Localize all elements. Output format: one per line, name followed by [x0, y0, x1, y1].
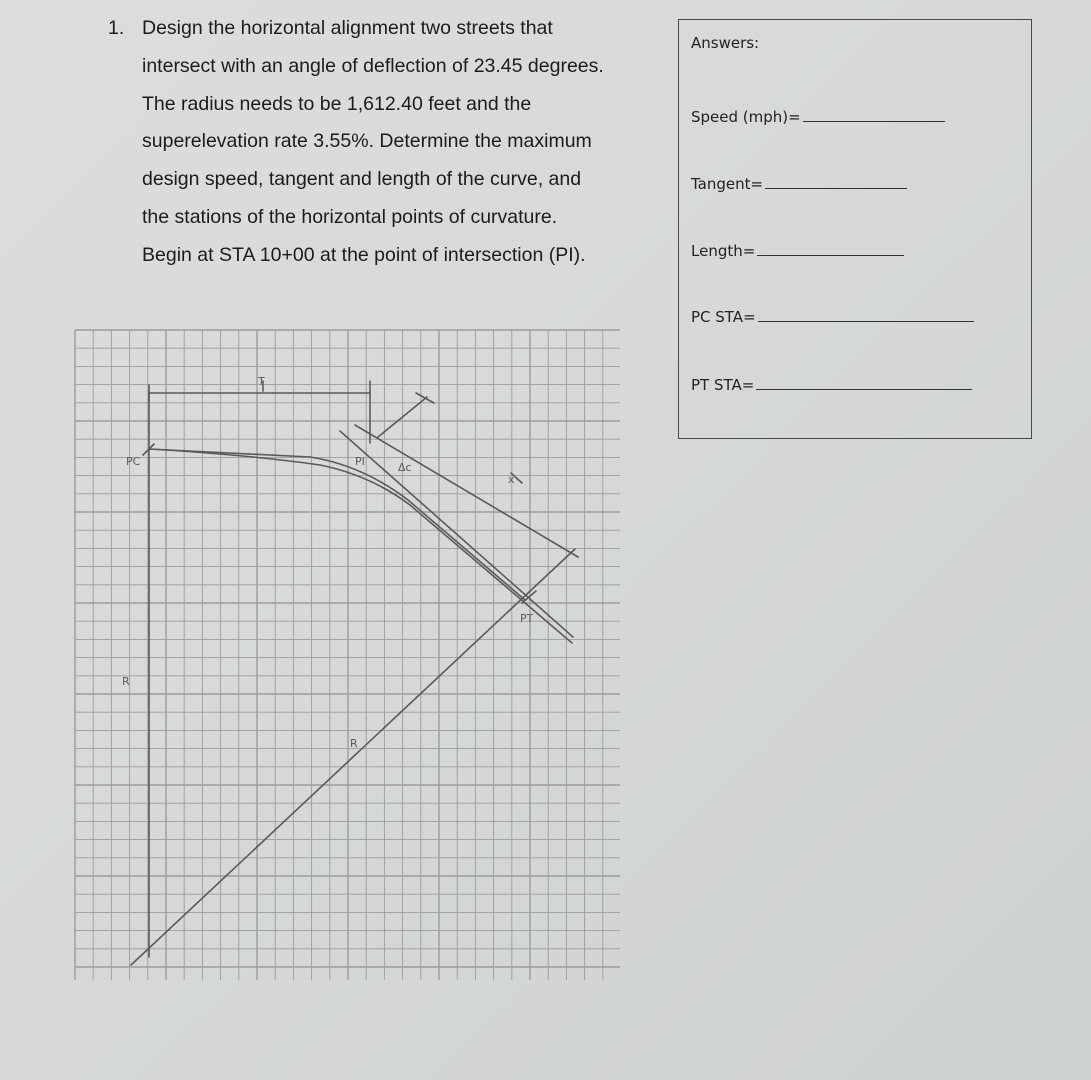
x-mark-label: x — [508, 473, 515, 486]
delta-label: Δc — [398, 461, 412, 474]
problem-number: 1. — [108, 17, 125, 39]
answer-tangent-field[interactable] — [765, 187, 907, 189]
r-left-label: R — [122, 675, 130, 688]
r-diag-label: R — [350, 737, 358, 750]
answer-pt-sta — [691, 376, 972, 394]
grid-lines — [75, 330, 620, 980]
answer-length-field[interactable] — [757, 254, 904, 256]
radius-diagonal — [131, 549, 575, 965]
answer-pc-sta-field[interactable] — [758, 320, 974, 322]
answers-box — [678, 19, 1032, 439]
answer-length-label: Length= — [691, 242, 756, 260]
answer-speed-field[interactable] — [803, 120, 945, 122]
grid-sketch — [70, 325, 630, 990]
answers-title: Answers: — [691, 34, 760, 52]
answer-tangent — [691, 175, 907, 193]
answer-pc-sta — [691, 308, 974, 326]
connector-top — [416, 393, 434, 403]
answer-tangent-label: Tangent= — [691, 175, 764, 193]
problem-line: the stations of the horizontal points of curvature. — [142, 205, 558, 228]
answer-pt-sta-label: PT STA= — [691, 376, 755, 394]
answer-length — [691, 242, 904, 260]
answer-pt-sta-field[interactable] — [756, 388, 972, 390]
problem-statement — [108, 10, 668, 275]
pi-label: PI — [355, 455, 365, 468]
problem-line: Design the horizontal alignment two streets that — [142, 17, 553, 39]
answer-pc-sta-label: PC STA= — [691, 308, 756, 326]
pc-label: PC — [126, 455, 141, 468]
problem-line: Begin at STA 10+00 at the point of intersection (PI). — [142, 243, 586, 266]
problem-line: intersect with an angle of deflection of 23.45 degrees. — [142, 54, 604, 77]
t-top-label: T — [258, 375, 265, 388]
sketch-figure — [70, 325, 630, 995]
pt-label: PT — [520, 612, 534, 625]
answer-speed-label: Speed (mph)= — [691, 108, 801, 126]
problem-line: The radius needs to be 1,612.40 feet and the — [142, 92, 532, 115]
problem-line: superelevation rate 3.55%. Determine the maximum — [142, 130, 592, 153]
answer-speed — [691, 108, 945, 126]
problem-line: design speed, tangent and length of the curve, and — [142, 168, 582, 191]
